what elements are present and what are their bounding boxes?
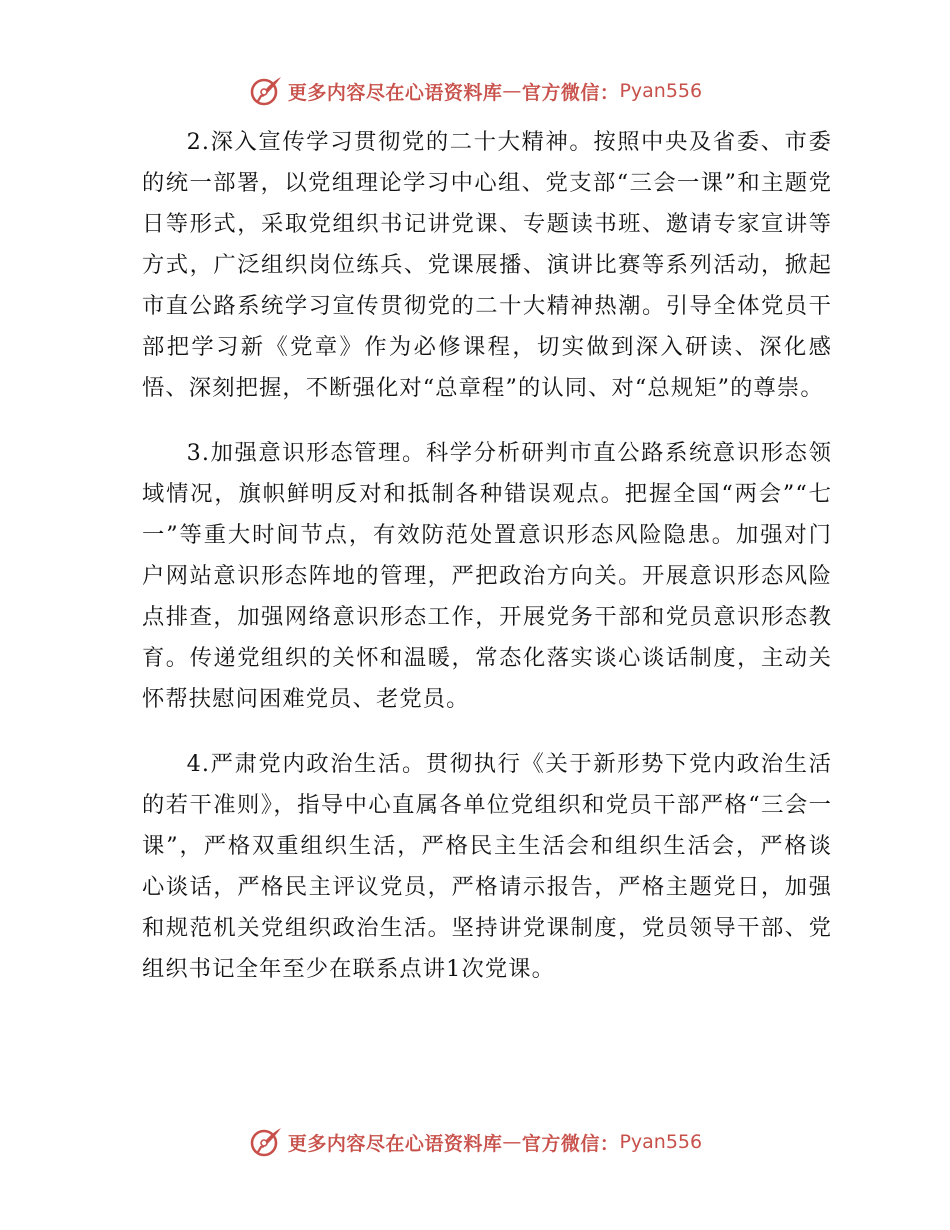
header-watermark-banner xyxy=(0,71,950,111)
banner-text: 更多内容尽在心语资料库 xyxy=(287,81,503,104)
banner-text: 更多内容尽在心语资料库 xyxy=(287,1132,503,1155)
banner-dash: — xyxy=(502,80,522,102)
quill-pen-logo-icon xyxy=(248,1124,284,1160)
paragraph-3: 3.加强意识形态管理。科学分析研判市直公路系统意识形态领域情况，旗帜鲜明反对和抵制各种错误观点。把握全国“两会”“七一”等重大时间节点，有效防范处置意识形态风险隐患。加强对门户网站意识形态阵地的管理，严把政治方向关。开展意识形态风险点排查，加强网络意识形态工作，开展党务干部和党员意识形态教育。传递党组织的关怀和温暖，常态化落实谈心谈话制度，主动关怀帮扶慰问困难党员、老党员。 xyxy=(142,440,832,712)
banner-wechat-id: Pyan556 xyxy=(619,1131,703,1153)
banner-dash: — xyxy=(502,1131,522,1153)
footer-watermark-banner xyxy=(0,1122,950,1162)
banner-wechat-label: 官方微信： xyxy=(521,81,620,104)
banner-wechat-label: 官方微信： xyxy=(521,1132,620,1155)
paragraph-2: 2.深入宣传学习贯彻党的二十大精神。按照中央及省委、市委的统一部署，以党组理论学习中心组、党支部“三会一课”和主题党日等形式，采取党组织书记讲党课、专题读书班、邀请专家宣讲等方式，广泛组织岗位练兵、党课展播、演讲比赛等系列活动，掀起市直公路系统学习宣传贯彻党的二十大精神热潮。引导全体党员干部把学习新《党章》作为必修课程，切实做到深入研读、深化感悟、深刻把握，不断强化对“总章程”的认同、对“总规矩”的尊崇。 xyxy=(142,129,832,401)
banner-wechat-id: Pyan556 xyxy=(619,80,703,102)
quill-pen-logo-icon xyxy=(248,73,284,109)
paragraph-4: 4.严肃党内政治生活。贯彻执行《关于新形势下党内政治生活的若干准则》，指导中心直属各单位党组织和党员干部严格“三会一课”，严格双重组织生活，严格民主生活会和组织生活会，严格谈心谈话，严格民主评议党员，严格请示报告，严格主题党日，加强和规范机关党组织政治生活。坚持讲党课制度，党员领导干部、党组织书记全年至少在联系点讲1次党课。 xyxy=(142,751,832,982)
document-body xyxy=(142,122,832,1014)
